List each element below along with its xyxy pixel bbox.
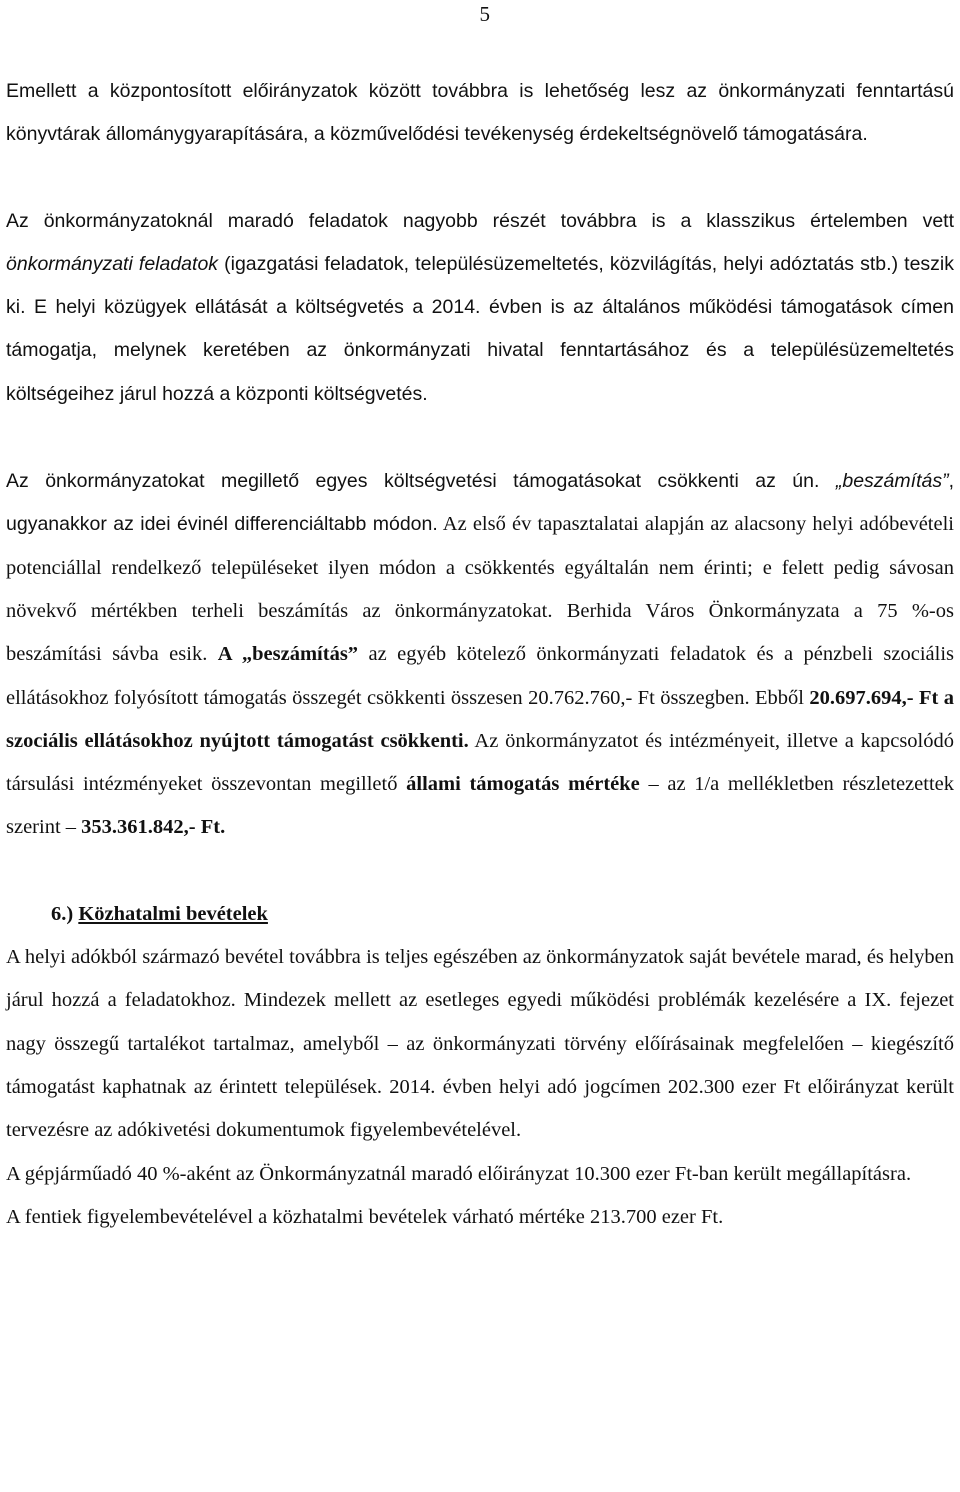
section-number: 6.) bbox=[51, 902, 74, 925]
text-run: (igazgatási feladatok, településüzemeltetés, közvilágítás, helyi adóztatás stb.) teszik ki. E helyi közügyek ellátását a költségvetés a 2014. évben is az általános működési támogatások címen támogatja, melynek keretében az önkormányzati hivatal fenntartásához és a településüzemeltetés költségeihez járul hozzá a központi költségvetés. bbox=[6, 252, 954, 405]
text-run-bold: A „beszámítás” bbox=[217, 643, 359, 666]
page-number: 5 bbox=[479, 2, 490, 26]
text-run: Az önkormányzatokat megillető egyes költségvetési támogatásokat csökkenti az ún. bbox=[6, 470, 836, 493]
text-run-italic: „beszámítás” bbox=[835, 470, 949, 493]
text-run-bold: állami támogatás mértéke bbox=[406, 773, 640, 796]
section-heading bbox=[6, 893, 954, 936]
paragraph-vehicle-tax: A gépjárműadó 40 %-aként az Önkormányzatnál maradó előirányzat 10.300 ezer Ft-ban került megállapításra. bbox=[6, 1162, 912, 1185]
section-title: Közhatalmi bevételek bbox=[78, 902, 268, 925]
text-run: az egyéb kötelező önkormányzati feladatok és a pénzbeli szociális ellátásokhoz folyósított támogatás összegét csökkenti összesen 20.762.760,- Ft összegben. Ebből bbox=[6, 643, 954, 709]
text-run: Az önkormányzatoknál maradó feladatok nagyobb részét továbbra is a klasszikus értelemben vett bbox=[6, 209, 954, 232]
text-run: , ugyanakkor az idei évinél differenciáltabb módon. bbox=[6, 470, 954, 536]
paragraph-local-taxes: A helyi adókból származó bevétel továbbra is teljes egészében az önkormányzatok saját bevétele marad, és helyben járul hozzá a feladatokhoz. Mindezek mellett az esetleges egyedi működési problémák kezelésére a IX. fejezet nagy összegű tartalékot tartalmaz, amelyből – az önkormányzati törvény előírásainak megfelelően – kiegészítő támogatást kaphatnak az érintett települések. 2014. évben helyi adó jogcímen 202.300 ezer Ft előirányzat került tervezésre az adókivetési dokumentumok figyelembevételével. bbox=[6, 946, 954, 1142]
paragraph-central-appropriations: Emellett a központosított előirányzatok között továbbra is lehetőség lesz az önkormányzati fenntartású könyvtárak állománygyarapítására, a közművelődési tevékenység érdekeltségnövelő támogatására. bbox=[6, 80, 954, 146]
paragraph-offsetting bbox=[6, 460, 954, 850]
document-body bbox=[6, 70, 954, 1239]
text-run: Az önkormányzatot és intézményeit, illetve a kapcsolódó társulási intézményeket összevontan megillető bbox=[6, 729, 954, 796]
text-run-italic: önkormányzati feladatok bbox=[6, 252, 219, 275]
text-run-bold: 353.361.842,- Ft. bbox=[81, 816, 226, 839]
text-run: – az 1/a mellékletben részletezettek szerint – bbox=[6, 773, 954, 839]
paragraph-total-revenue: A fentiek figyelembevételével a közhatalmi bevételek várható mértéke 213.700 ezer Ft. bbox=[6, 1205, 724, 1228]
paragraph-municipal-tasks bbox=[6, 200, 954, 416]
text-run: Az első év tapasztalatai alapján az alacsony helyi adóbevételi potenciállal rendelkező településeket ilyen módon a csökkentés egyáltalán nem érinti; e felett pedig sávosan növekvő mértékben terheli beszámítás az önkormányzatokat. Berhida Város Önkormányzata a 75 %-os beszámítási sávba esik. bbox=[6, 513, 954, 666]
text-run-bold: 20.697.694,- Ft a szociális ellátásokhoz nyújtott támogatást csökkenti. bbox=[6, 686, 954, 752]
